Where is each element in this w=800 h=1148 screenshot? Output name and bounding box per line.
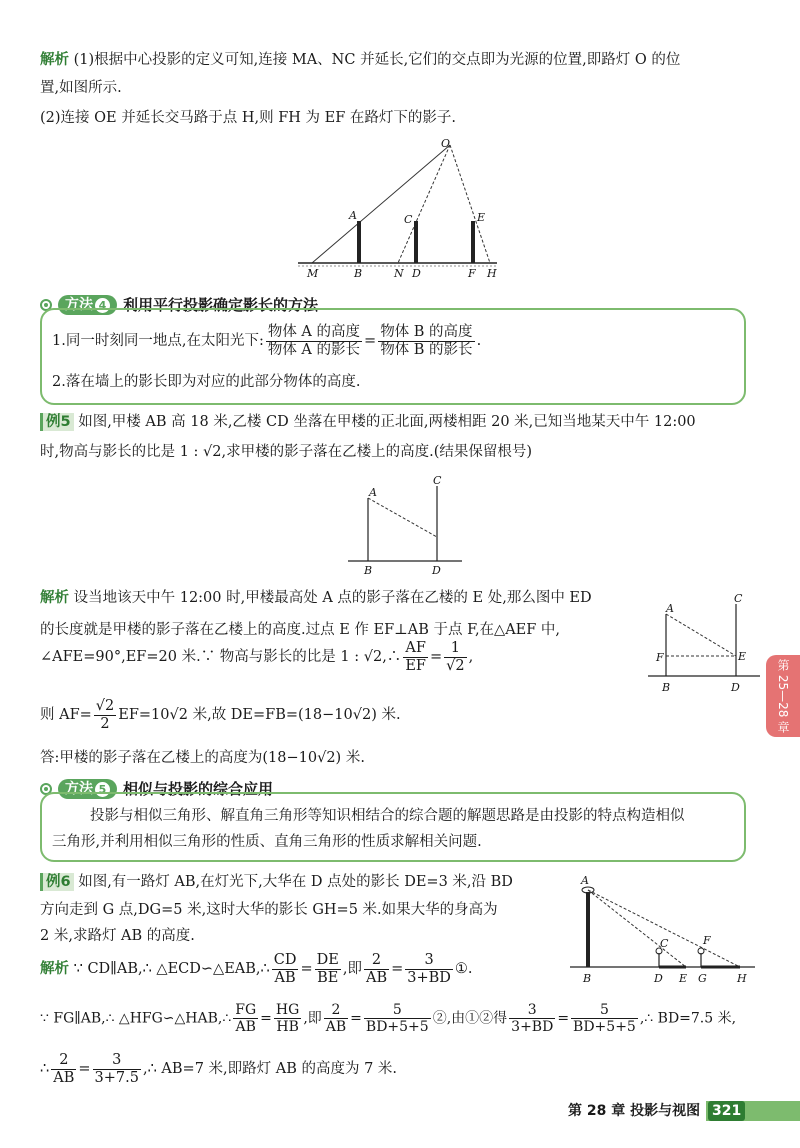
label-n: N (394, 267, 404, 280)
ray-oma (312, 145, 450, 263)
label-c: C (433, 474, 442, 487)
streetlight-figure (290, 135, 505, 285)
label-a: A (349, 209, 357, 222)
analysis-2-line-1: 解析 设当地该天中午 12:00 时,甲楼最高处 A 点的影子落在乙楼的 E 处,那么图中 ED (40, 590, 592, 606)
label-e: E (738, 650, 747, 663)
label-m: M (307, 267, 319, 280)
label-o: O (441, 137, 451, 150)
method-4-line-2: 2.落在墙上的影长即为对应的此部分物体的高度. (52, 374, 361, 390)
label-b: B (364, 564, 373, 577)
label-f: F (656, 651, 664, 664)
ray-onc (398, 145, 450, 263)
analysis-3-line-3: ∴ $\frac{2}{AB}$ = $\frac{3}{3+7.5}$ ,∴ AB=7 米,即路灯 AB 的高度为 7 米. (40, 1052, 398, 1086)
sun-ray (666, 614, 736, 656)
method-title: 相似与投影的综合应用 (123, 780, 274, 798)
building-figure (340, 470, 470, 580)
pole-ab (357, 221, 361, 263)
label-e: E (679, 972, 688, 985)
label-f: F (468, 267, 476, 280)
lamp-post-ab (586, 892, 590, 967)
label-b: B (354, 267, 363, 280)
page-number: 321 (708, 1101, 745, 1121)
example-6-line-2: 方向走到 G 点,DG=5 米,这时大华的影长 GH=5 米.如果大华的身高为 (40, 902, 498, 918)
analysis-tag: 解析 (40, 590, 69, 606)
shadow-on-wall-figure (648, 590, 760, 698)
example-tag: 例5 (40, 413, 74, 431)
method-4-box (40, 308, 746, 405)
analysis-text: (1)根据中心投影的定义可知,连接 MA、NC 并延长,它们的交点即为光源的位置,即路灯 O 的位 (73, 52, 681, 68)
label-c: C (734, 592, 743, 605)
analysis-1-line-2: 置,如图所示. (40, 80, 122, 96)
example-5-line-2: 时,物高与影长的比是 1 : √2,求甲楼的影子落在乙楼上的高度.(结果保留根号) (40, 444, 533, 460)
analysis-1-line-3: (2)连接 OE 并延长交马路于点 H,则 FH 为 EF 在路灯下的影子. (40, 110, 456, 126)
label-a: A (581, 874, 589, 887)
method-5-box (40, 792, 746, 862)
label-f: F (703, 934, 711, 947)
method-5-line-1: 投影与相似三角形、解直角三角形等知识相结合的综合题的解题思路是由投影的特点构造相似 (90, 808, 685, 824)
pole-cd (414, 221, 418, 263)
analysis-2-line-3: ∠AFE=90°,EF=20 米.∵ 物高与影长的比是 1 : √2,∴ $\frac{AF}{EF}$ = $\frac{1}{√2}$ , (40, 640, 474, 674)
label-d: D (731, 681, 740, 694)
analysis-tag: 解析 (40, 961, 69, 978)
label-a: A (666, 602, 674, 615)
label-c: C (404, 213, 413, 226)
label-d: D (654, 972, 663, 985)
chapter-footer: 第 28 章 投影与视图 (568, 1103, 701, 1119)
label-b: B (662, 681, 671, 694)
ray-oeh (450, 145, 490, 263)
streetlight-walk-figure (565, 870, 760, 990)
analysis-tag: 解析 (40, 52, 69, 68)
analysis-1-line-1 (40, 50, 680, 72)
analysis-3-line-1: 解析 ∵ CD∥AB,∴ △ECD∽△EAB,∴ $\frac{CD}{AB}$ = $\frac{DE}{BE}$ ,即 $\frac{2}{AB}$ = $\frac{3}{3+BD}$ ①. (40, 952, 473, 986)
label-a: A (369, 486, 377, 499)
example-6-line-3: 2 米,求路灯 AB 的高度. (40, 928, 195, 944)
label-h: H (487, 267, 497, 280)
ray-to-h (588, 890, 740, 967)
pole-ef (471, 221, 475, 263)
method-pill: 方法 5 (58, 779, 117, 799)
method-4-line-1: 1.同一时刻同一地点,在太阳光下: $\frac{\text{物体 A 的高度}}{\text{物体 A 的影长}}$ = $\frac{\text{物体 B 的高度}}{\text{物体 B 的影长}}$ . (52, 324, 482, 358)
label-b: B (583, 972, 592, 985)
method-pill: 方法 4 (58, 295, 117, 315)
analysis-3-line-2: ∵ FG∥AB,∴ △HFG∽△HAB,∴ $\frac{FG}{AB}$ = $\frac{HG}{HB}$ ,即 $\frac{2}{AB}$ = $\frac{5}{BD+5+5}$ ②,由①②得 $\frac{3}{3+BD}$ = $\frac{5}{BD+5+5}$ ,∴ BD=7.5 米, (40, 1002, 737, 1036)
analysis-2-line-2: 的长度就是甲楼的影子落在乙楼上的高度.过点 E 作 EF⊥AB 于点 F,在△AEF 中, (40, 622, 561, 638)
label-d: D (432, 564, 441, 577)
method-title: 利用平行投影确定影长的方法 (123, 296, 319, 314)
label-h: H (737, 972, 747, 985)
label-c: C (660, 937, 669, 950)
sun-ray (368, 498, 437, 537)
label-d: D (412, 267, 421, 280)
example-6-line-1: 例6 如图,有一路灯 AB,在灯光下,大华在 D 点处的影长 DE=3 米,沿 BD (40, 872, 513, 894)
example-5-line-1: 例5 如图,甲楼 AB 高 18 米,乙楼 CD 坐落在甲楼的正北面,两楼相距 20 米,已知当地某天中午 12:00 (40, 412, 696, 434)
label-g: G (698, 972, 707, 985)
label-e: E (477, 211, 486, 224)
analysis-2-answer: 答:甲楼的影子落在乙楼上的高度为(18−10√2) 米. (40, 750, 365, 766)
method-5-line-2: 三角形,并利用相似三角形的性质、直角三角形的性质求解相关问题. (52, 834, 482, 850)
chapter-side-tab: 第 25—28 章 (766, 655, 800, 737)
ray-to-e (588, 890, 686, 967)
example-tag: 例6 (40, 873, 74, 891)
analysis-2-line-4: 则 AF= $\frac{√2}{2}$ EF=10√2 米,故 DE=FB=(18−10√2) 米. (40, 698, 401, 732)
